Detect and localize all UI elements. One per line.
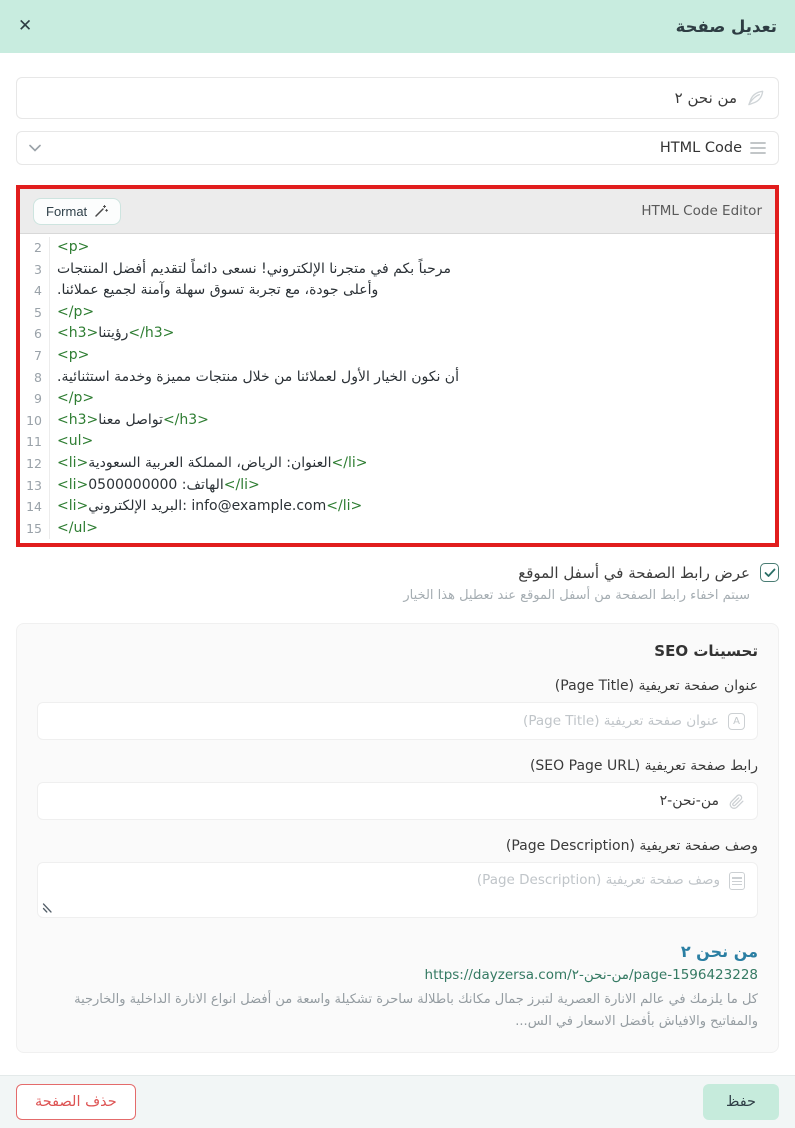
format-button[interactable] bbox=[33, 198, 121, 225]
code-tag-token: </li> bbox=[326, 498, 363, 515]
line-number: 3 bbox=[20, 259, 50, 281]
seo-page-description-placeholder: وصف صفحة تعريفية (Page Description) bbox=[476, 872, 720, 889]
page-title: تعديل صفحة bbox=[675, 17, 777, 36]
code-lines bbox=[20, 237, 775, 539]
code-text-token: وأعلى جودة، مع تجربة تسوق سهلة وآمنة لجميع عملائنا. bbox=[57, 282, 379, 299]
code-text-token: أن نكون الخيار الأول لعملائنا من خلال منتجات مميزة وخدمة استثنائية. bbox=[57, 368, 459, 385]
show-footer-link-option bbox=[16, 563, 779, 582]
code-line[interactable] bbox=[20, 496, 775, 518]
line-number: 15 bbox=[20, 518, 50, 540]
code-tag-token: <h3> bbox=[57, 411, 99, 428]
code-content bbox=[50, 410, 775, 432]
magic-wand-icon bbox=[94, 204, 108, 218]
code-content bbox=[50, 388, 775, 410]
code-text-token: العنوان: الرياض، المملكة العربية السعودية bbox=[88, 454, 332, 471]
code-content bbox=[50, 453, 775, 475]
code-line[interactable] bbox=[20, 475, 775, 497]
code-tag-token: <li> bbox=[57, 498, 89, 515]
footer-link-checkbox[interactable] bbox=[760, 563, 779, 582]
line-number: 7 bbox=[20, 345, 50, 367]
title-a-icon: A bbox=[728, 713, 745, 730]
code-content bbox=[50, 302, 775, 324]
code-line[interactable] bbox=[20, 323, 775, 345]
line-number: 11 bbox=[20, 431, 50, 453]
code-text-token: رؤيتنا bbox=[98, 325, 129, 342]
code-content bbox=[50, 323, 775, 345]
seo-page-url-input[interactable] bbox=[37, 782, 758, 820]
code-tag-token: </h3> bbox=[128, 325, 175, 342]
chevron-down-icon bbox=[29, 144, 41, 152]
menu-icon bbox=[750, 141, 766, 155]
code-line[interactable] bbox=[20, 237, 775, 259]
code-tag-token: <li> bbox=[57, 454, 89, 471]
seo-page-title-input[interactable] bbox=[37, 702, 758, 740]
modal-content bbox=[0, 53, 795, 1075]
code-tag-token: </p> bbox=[57, 390, 95, 407]
line-number: 12 bbox=[20, 453, 50, 475]
seo-page-description-label: وصف صفحة تعريفية (Page Description) bbox=[505, 838, 758, 855]
code-tag-token: <li> bbox=[57, 476, 89, 493]
page-name-input[interactable] bbox=[16, 77, 779, 119]
code-text-token: تواصل معنا bbox=[98, 411, 163, 428]
code-area[interactable] bbox=[20, 234, 775, 543]
html-code-editor bbox=[16, 185, 779, 547]
line-number: 5 bbox=[20, 302, 50, 324]
seo-page-title-placeholder: عنوان صفحة تعريفية (Page Title) bbox=[523, 713, 719, 730]
seo-section-title: تحسينات SEO bbox=[654, 642, 758, 661]
code-line[interactable] bbox=[20, 453, 775, 475]
code-text-token: مرحباً بكم في متجرنا الإلكتروني! نسعى دائماً لتقديم أفضل المنتجات bbox=[57, 260, 451, 277]
code-content bbox=[50, 518, 775, 540]
code-line[interactable] bbox=[20, 431, 775, 453]
code-content bbox=[50, 431, 775, 453]
editor-toolbar bbox=[20, 189, 775, 234]
seo-page-url-label: رابط صفحة تعريفية (SEO Page URL) bbox=[529, 758, 758, 775]
seo-page-url-value: من-نحن-٢ bbox=[659, 793, 719, 810]
code-tag-token: </ul> bbox=[57, 519, 98, 536]
check-icon bbox=[764, 568, 776, 578]
code-line[interactable] bbox=[20, 302, 775, 324]
line-number: 10 bbox=[20, 410, 50, 432]
code-tag-token: <ul> bbox=[57, 433, 94, 450]
seo-page-description-textarea[interactable] bbox=[37, 862, 758, 918]
close-icon[interactable]: ✕ bbox=[18, 16, 33, 36]
editor-title: HTML Code Editor bbox=[641, 203, 762, 219]
code-content bbox=[50, 496, 775, 518]
code-line[interactable] bbox=[20, 280, 775, 302]
line-number: 13 bbox=[20, 475, 50, 497]
delete-page-button[interactable]: حذف الصفحة bbox=[16, 1084, 136, 1120]
page-type-value: HTML Code bbox=[659, 140, 742, 156]
code-tag-token: </h3> bbox=[162, 411, 209, 428]
description-lines-icon bbox=[729, 872, 745, 890]
line-number: 14 bbox=[20, 496, 50, 518]
footer-link-label: عرض رابط الصفحة في أسفل الموقع bbox=[518, 563, 750, 582]
save-button[interactable]: حفظ bbox=[703, 1084, 779, 1120]
feather-icon bbox=[746, 88, 766, 108]
code-tag-token: </li> bbox=[223, 476, 260, 493]
footer-link-hint: سيتم اخفاء رابط الصفحة من أسفل الموقع عند تعطيل هذا الخيار bbox=[403, 588, 750, 604]
code-content bbox=[50, 367, 775, 389]
modal-footer bbox=[0, 1075, 795, 1128]
code-line[interactable] bbox=[20, 259, 775, 281]
page-name-value: من نحن ٢ bbox=[674, 89, 737, 107]
modal-header bbox=[0, 0, 795, 53]
code-line[interactable] bbox=[20, 518, 775, 540]
line-number: 4 bbox=[20, 280, 50, 302]
code-line[interactable] bbox=[20, 410, 775, 432]
line-number: 9 bbox=[20, 388, 50, 410]
seo-section bbox=[16, 623, 779, 1052]
code-content bbox=[50, 237, 775, 259]
resize-handle-icon[interactable] bbox=[42, 902, 54, 914]
code-tag-token: </p> bbox=[57, 303, 95, 320]
code-text-token: الهاتف: 0500000000 bbox=[88, 476, 224, 493]
code-text-token: البريد الإلكتروني: info@example.com bbox=[88, 498, 327, 515]
code-content bbox=[50, 345, 775, 367]
seo-preview-description: كل ما يلزمك في عالم الانارة العصرية لتبرز جمال مكانك باطلالة ساحرة تشكيلة واسعة من أفضل انواع الانارة الداخلية والخارجية والمفاتيح والافياش بأفضل الاسعار في الس... bbox=[74, 992, 758, 1030]
code-tag-token: </li> bbox=[331, 454, 368, 471]
code-line[interactable] bbox=[20, 388, 775, 410]
code-content bbox=[50, 475, 775, 497]
line-number: 8 bbox=[20, 367, 50, 389]
seo-preview-url[interactable]: https://dayzersa.com/من-نحن-٢/page-1596423228 bbox=[424, 967, 758, 984]
code-tag-token: <p> bbox=[57, 346, 90, 363]
line-number: 6 bbox=[20, 323, 50, 345]
page-type-select[interactable] bbox=[16, 131, 779, 165]
seo-preview-title[interactable]: من نحن ٢ bbox=[680, 942, 758, 962]
format-button-label: Format bbox=[46, 203, 88, 219]
code-tag-token: <p> bbox=[57, 239, 90, 255]
seo-page-title-label: عنوان صفحة تعريفية (Page Title) bbox=[554, 678, 758, 695]
paperclip-icon bbox=[728, 793, 745, 810]
code-line[interactable] bbox=[20, 367, 775, 389]
code-content bbox=[50, 280, 775, 302]
seo-preview bbox=[37, 942, 758, 1033]
code-content bbox=[50, 259, 775, 281]
line-number: 2 bbox=[20, 237, 50, 259]
code-tag-token: <h3> bbox=[57, 325, 99, 342]
code-line[interactable] bbox=[20, 345, 775, 367]
